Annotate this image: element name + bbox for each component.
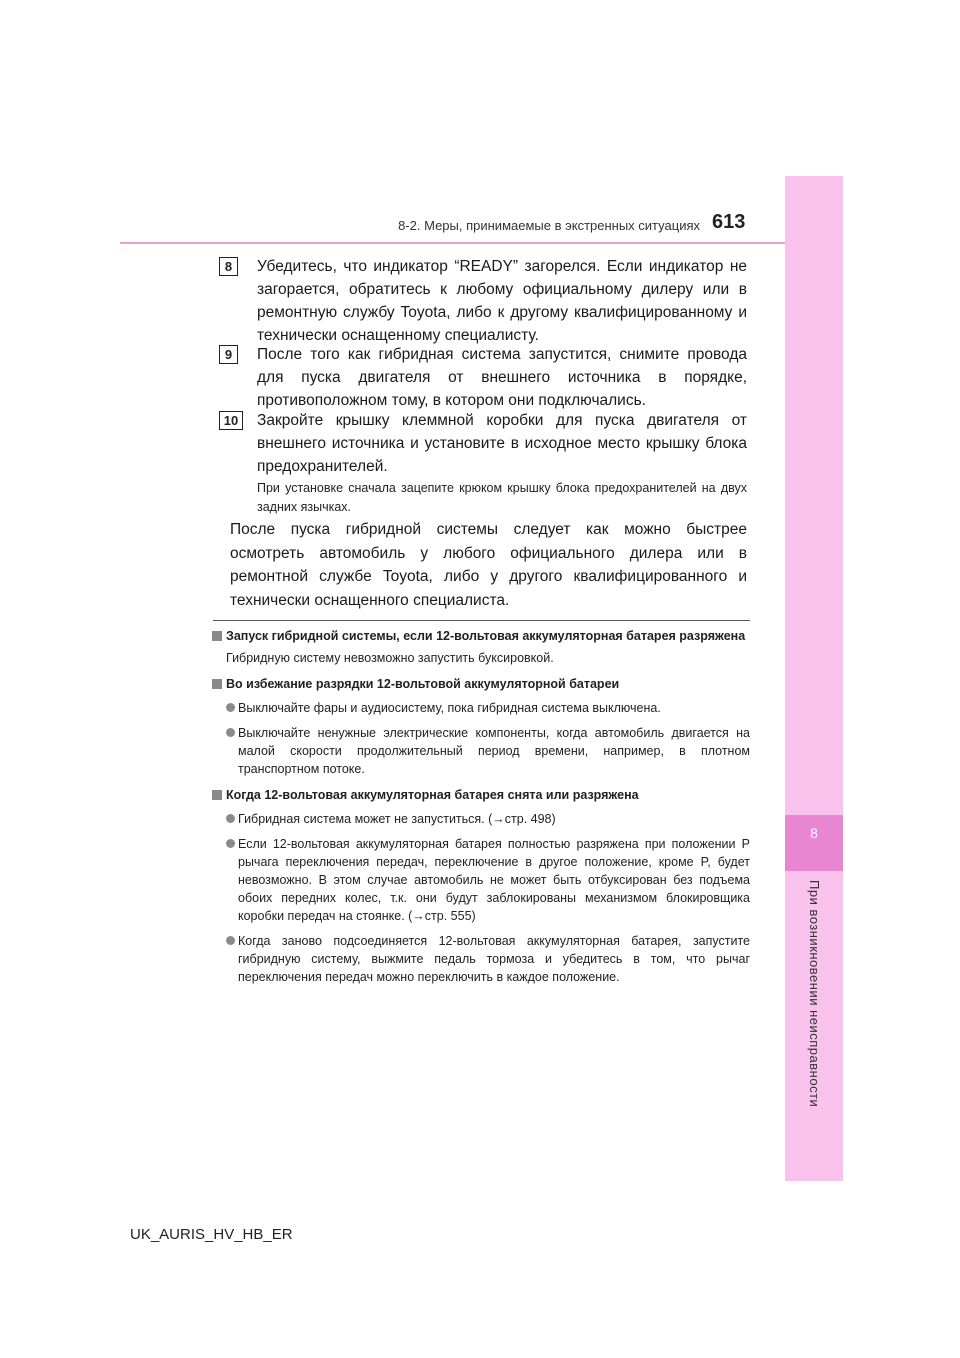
section-title: 8-2. Меры, принимаемые в экстренных ситуациях (398, 218, 700, 233)
chapter-number-tab (785, 815, 843, 871)
circle-bullet-icon (226, 728, 235, 737)
step-number-box: 8 (219, 257, 238, 276)
note-heading-text: Запуск гибридной системы, если 12-вольтовая аккумуляторная батарея разряжена (226, 629, 746, 643)
note-paragraph: Гибридную систему невозможно запустить буксировкой. (226, 651, 554, 665)
step-item (219, 409, 747, 478)
note-bullet-text: Выключайте ненужные электрические компоненты, когда автомобиль двигается на малой скорости продолжительный период времени, например, в плотном транспортном потоке. (238, 726, 750, 776)
note-bullet-text: Гибридная система может не запуститься. (→стр. 498) (238, 812, 556, 826)
note-heading (212, 786, 750, 804)
note-heading (212, 627, 750, 645)
step-text: После того как гибридная система запустится, снимите провода для пуска двигателя от внешнего источника в порядке, противоположном тому, в котором они подключались. (257, 346, 747, 409)
note-heading (212, 675, 750, 693)
note-bullet (212, 699, 750, 717)
square-bullet-icon (212, 790, 222, 800)
note-bullet-text: Выключайте фары и аудиосистему, пока гибридная система выключена. (238, 701, 661, 715)
note-bullet (212, 932, 750, 986)
note-bullet (212, 810, 750, 828)
square-bullet-icon (212, 679, 222, 689)
circle-bullet-icon (226, 703, 235, 712)
step-number-box: 10 (219, 411, 243, 430)
note-bullet (212, 835, 750, 925)
step-text: Убедитесь, что индикатор “READY” загорелся. Если индикатор не загорается, обратитесь к любому официальному дилеру или в ремонтную службу Toyota, либо к другому квалифицированному и технически оснащенному специалисту. (257, 258, 747, 344)
note-bullet-text: Если 12-вольтовая аккумуляторная батарея полностью разряжена при положении P рычага переключения передач, переключение в другое положение, кроме P, будет невозможно. В этом случае автомобиль не может быть отбуксирован без подъема обоих передних колес, т.к. они будут заблокированы механизмом блокировщика коробки передач на стоянке. (→стр. 555) (238, 837, 750, 923)
conclusion-paragraph: После пуска гибридной системы следует как можно быстрее осмотреть автомобиль у любого официального дилера или в ремонтной службе Toyota, либо у другого квалифицированного и технически оснащенного специалиста. (230, 521, 747, 609)
step-note: При установке сначала зацепите крюком крышку блока предохранителей на двух задних язычках. (257, 481, 747, 514)
document-code: UK_AURIS_HV_HB_ER (130, 1226, 293, 1243)
chapter-title: При возникновении неисправности (807, 880, 822, 1108)
chapter-number: 8 (810, 825, 818, 841)
square-bullet-icon (212, 631, 222, 641)
note-heading-text: Когда 12-вольтовая аккумуляторная батарея снята или разряжена (226, 788, 639, 802)
step-item (219, 255, 747, 347)
header-divider (120, 242, 785, 244)
circle-bullet-icon (226, 814, 235, 823)
note-bullet-text: Когда заново подсоединяется 12-вольтовая аккумуляторная батарея, запустите гибридную систему, выжмите педаль тормоза и убедитесь в том, что рычаг переключения передач можно переключить в каждое положение. (238, 934, 750, 984)
step-item (219, 343, 747, 412)
circle-bullet-icon (226, 936, 235, 945)
circle-bullet-icon (226, 839, 235, 848)
step-number-box: 9 (219, 345, 238, 364)
step-text: Закройте крышку клеммной коробки для пуска двигателя от внешнего источника и установите в исходное место крышку блока предохранителей. (257, 412, 747, 475)
page-number: 613 (712, 211, 746, 233)
note-heading-text: Во избежание разрядки 12-вольтовой аккумуляторной батареи (226, 677, 620, 691)
note-bullet (212, 724, 750, 778)
notes-section (212, 627, 750, 986)
section-divider (213, 620, 750, 621)
